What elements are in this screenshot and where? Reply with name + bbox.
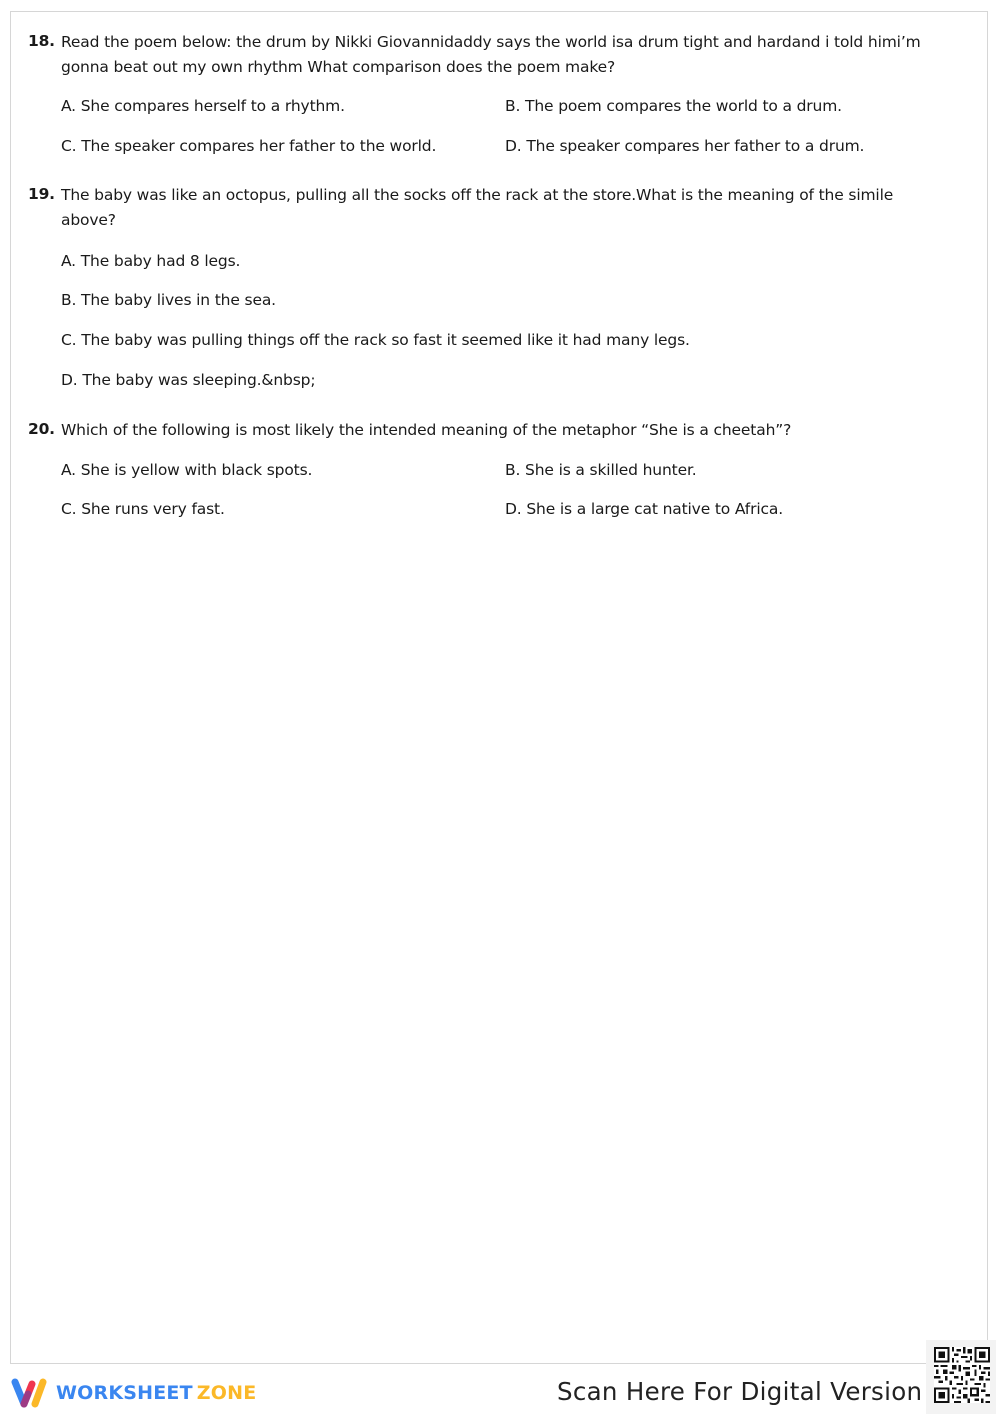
option-b[interactable]: B. The poem compares the world to a drum. <box>505 97 842 115</box>
question-text: Read the poem below: the drum by Nikki Giovannidaddy says the world isa drum tight and hardand i told himi’m gonna beat out my own rhythm What comparison does the poem make? <box>61 33 921 76</box>
qr-code-icon <box>934 1347 990 1403</box>
option-b[interactable]: B. The baby lives in the sea. <box>61 291 276 309</box>
question-text: The baby was like an octopus, pulling all the socks off the rack at the store.What is the meaning of the simile above? <box>61 186 894 229</box>
option-d[interactable]: D. The baby was sleeping.&nbsp; <box>61 371 316 389</box>
worksheetzone-logo-icon <box>10 1376 50 1410</box>
brand-word-zone: ZONE <box>196 1382 257 1404</box>
scan-label: Scan Here For Digital Version <box>557 1377 923 1406</box>
qr-code-box[interactable] <box>926 1340 996 1414</box>
question-number: 18. <box>28 32 55 50</box>
option-c[interactable]: C. The baby was pulling things off the rack so fast it seemed like it had many legs. <box>61 331 690 349</box>
question-number: 19. <box>28 185 55 203</box>
option-a[interactable]: A. The baby had 8 legs. <box>61 252 241 270</box>
option-a[interactable]: A. She is yellow with black spots. <box>61 461 313 479</box>
option-c[interactable]: C. The speaker compares her father to the world. <box>61 137 437 155</box>
option-a[interactable]: A. She compares herself to a rhythm. <box>61 97 345 115</box>
worksheetzone-logo[interactable] <box>10 1376 256 1410</box>
question-number: 20. <box>28 420 55 438</box>
option-d[interactable]: D. The speaker compares her father to a drum. <box>505 137 865 155</box>
option-c[interactable]: C. She runs very fast. <box>61 500 225 518</box>
brand-word-worksheet: WORKSHEET <box>56 1382 193 1404</box>
question-text: Which of the following is most likely the intended meaning of the metaphor “She is a cheetah”? <box>61 421 792 439</box>
brand-name <box>56 1382 256 1404</box>
option-b[interactable]: B. She is a skilled hunter. <box>505 461 697 479</box>
option-d[interactable]: D. She is a large cat native to Africa. <box>505 500 783 518</box>
